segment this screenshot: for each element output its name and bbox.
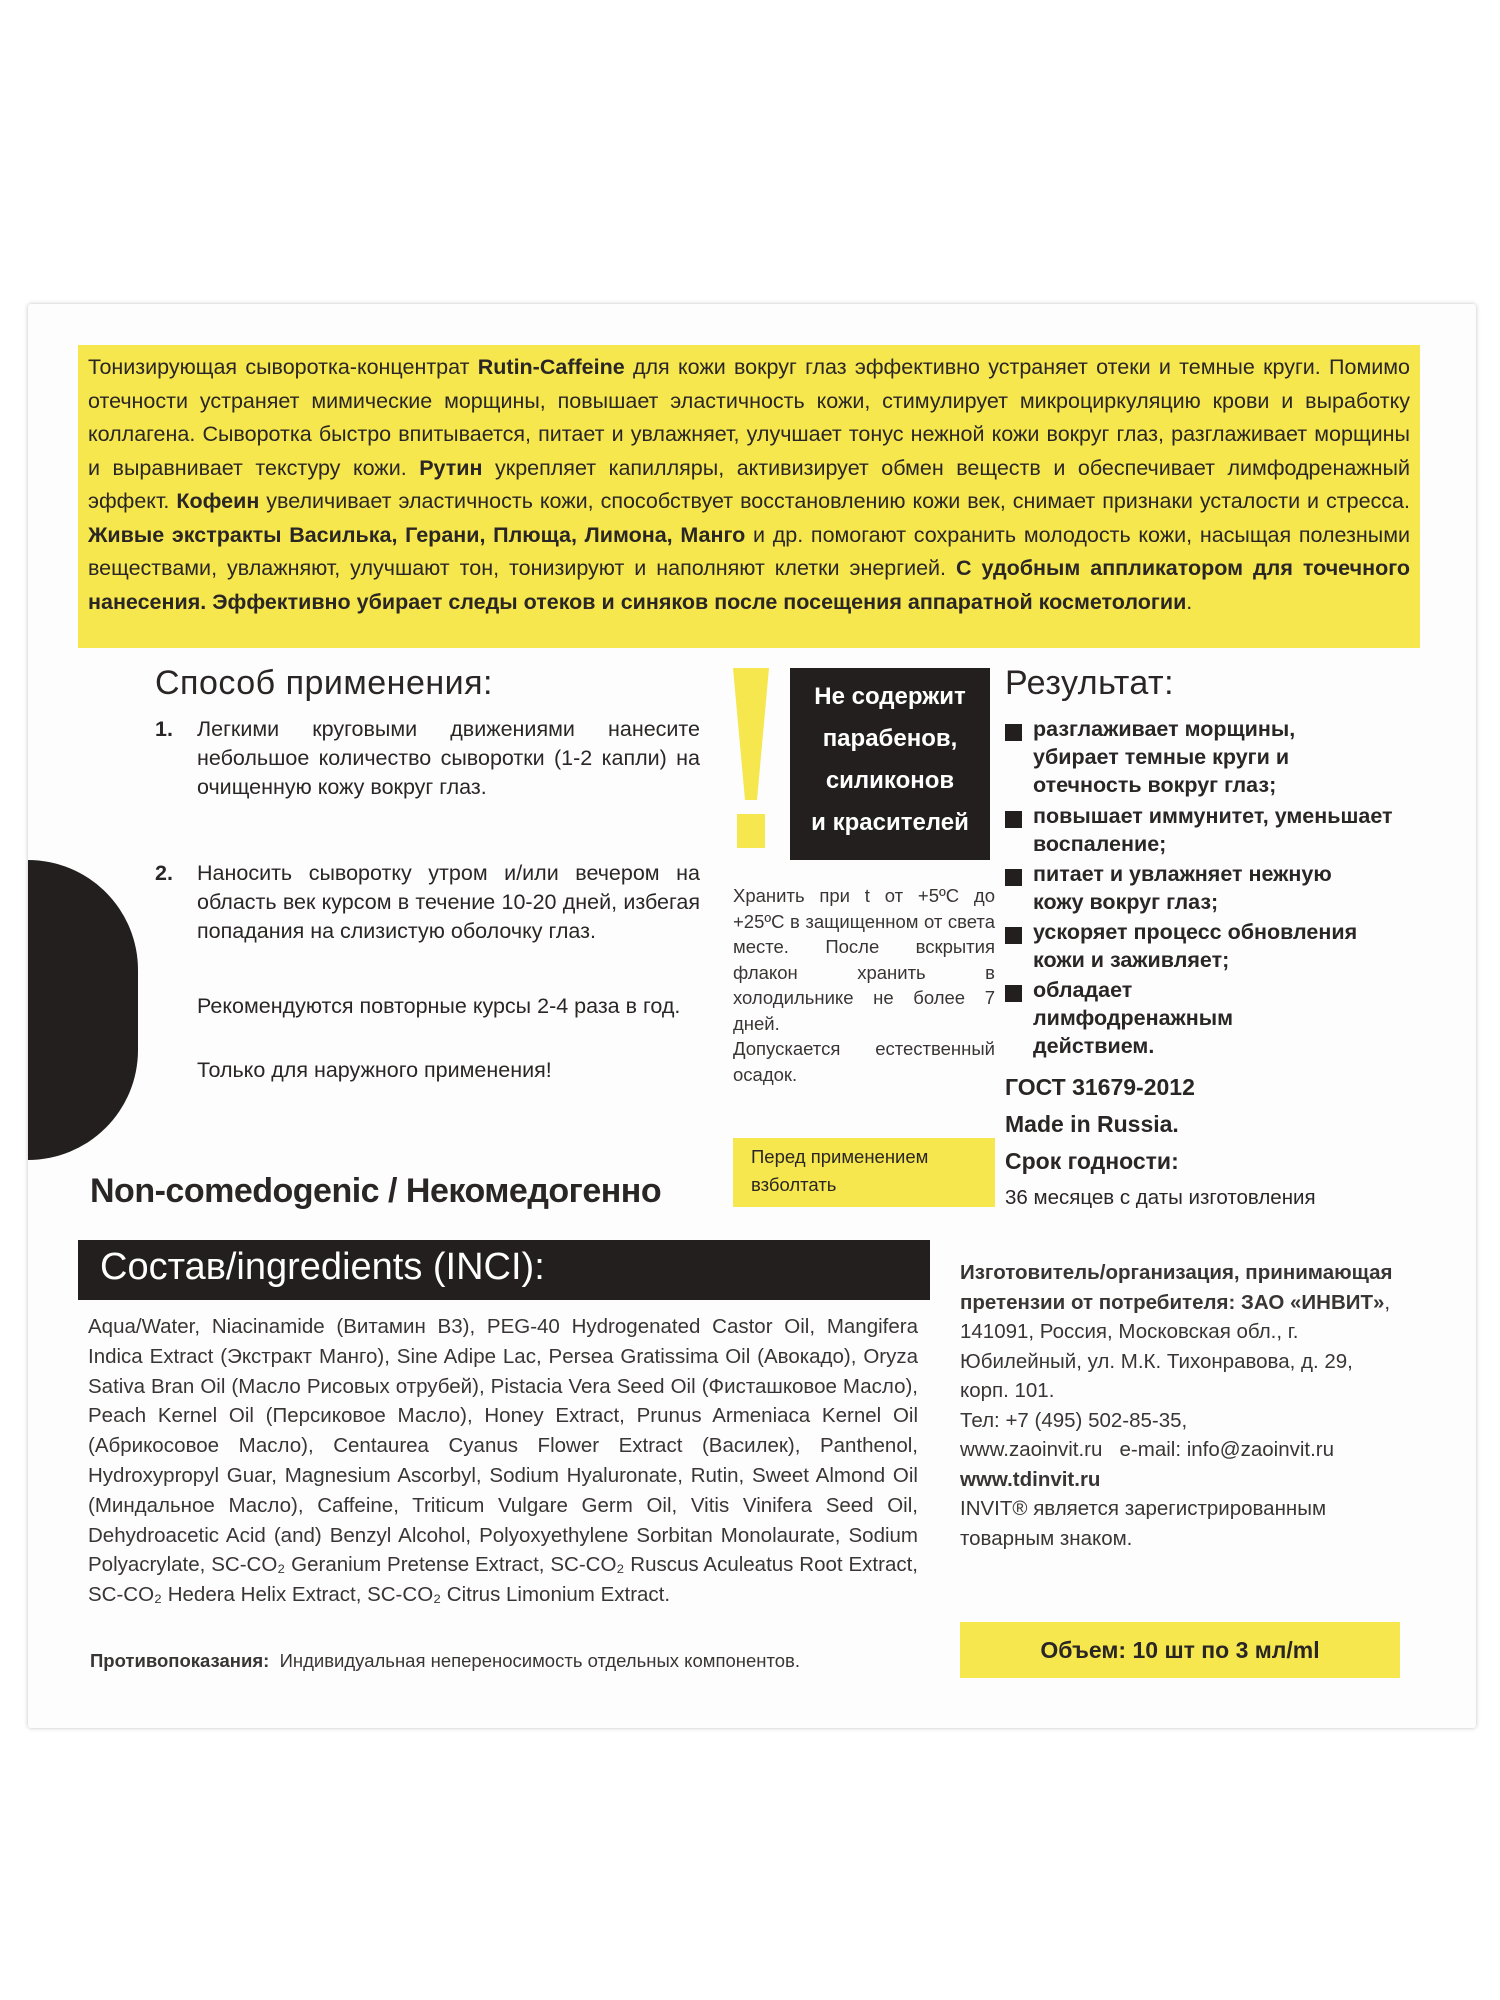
repeat-course-text: Рекомендуются повторные курсы 2-4 раза в год. — [197, 994, 681, 1018]
contraindications — [90, 1650, 800, 1672]
sediment-text: Допускается естественный осадок. — [733, 1038, 995, 1085]
square-bullet-icon — [1005, 927, 1022, 944]
manufacturer-address: , 141091, Россия, Московская обл., г. Юбилейный, ул. М.К. Тихонравова, д. 29, корп. 101. — [960, 1290, 1391, 1402]
square-bullet-icon — [1005, 811, 1022, 828]
manufacturer-website: www.zaoinvit.ru — [960, 1438, 1103, 1461]
contraindications-text: Индивидуальная непереносимость отдельных компонентов. — [279, 1650, 800, 1671]
square-bullet-icon — [1005, 724, 1022, 741]
step-number: 2. — [155, 861, 173, 885]
storage-conditions — [733, 883, 995, 1087]
ingredients-list: Aqua/Water, Niacinamide (Витамин B3), PEG-40 Hydrogenated Castor Oil, Mangifera Indica Extract (Экстракт Манго), Sine Adipe Lac, Persea Gratissima Oil (Авокадо), Oryza Sativa Bran Oil (Масло Рисовых отрубей), Pistacia Vera Seed Oil (Фисташковое Масло), Peach Kernel Oil (Персиковое Масло), Honey Extract, Prunus Armeniaca Kernel Oil (Абрикосовое Масло), Centaurea Cyanus Flower Extract (Василек), Panthenol, Hydroxypropyl Guar, Magnesium Ascorbyl, Sodium Hyaluronate, Rutin, Sweet Almond Oil (Миндальное Масло), Caffeine, Triticum Vulgare Germ Oil, Vitis Vinifera Seed Oil, Dehydroacetic Acid (and) Benzyl Alcohol, Polyoxyethylene Sorbitan Monolaurate, Sodium Polyacrylate, SC-CO₂ Geranium Pretense Extract, SC-CO₂ Ruscus Aculeatus Root Extract, SC-CO₂ Hedera Helix Extract, SC-CO₂ Citrus Limonium Extract. — [88, 1315, 918, 1607]
result-item: питает и увлажняет нежную кожу вокруг глаз; — [1033, 862, 1332, 914]
shelf-life-value: 36 месяцев с даты изготовления — [1005, 1186, 1316, 1209]
shake-before-use: Перед применением взболтать — [733, 1138, 995, 1207]
no-parabens-badge — [790, 668, 990, 860]
gost-number: ГОСТ 31679-2012 — [1005, 1074, 1195, 1100]
manufacturer-name: Изготовитель/организация, принимающая претензии от потребителя: ЗАО «ИНВИТ» — [960, 1261, 1393, 1314]
shelf-life-title: Срок годности: — [1005, 1148, 1179, 1174]
badge-line: парабенов, — [822, 725, 958, 752]
square-bullet-icon — [1005, 985, 1022, 1002]
ingredients-title: Состав/ingredients (INCI): — [100, 1246, 545, 1288]
result-item: обладает лимфодренажным действием. — [1033, 978, 1234, 1058]
exclamation-icon — [731, 668, 771, 858]
step-text: Легкими круговыми движениями нанесите небольшое количество сыворотки (1-2 капли) на очищенную кожу вокруг глаз. — [197, 717, 700, 799]
square-bullet-icon — [1005, 869, 1022, 886]
result-title: Результат: — [1005, 664, 1175, 702]
manufacturer-phone: Тел: +7 (495) 502-85-35, — [960, 1408, 1188, 1432]
non-comedogenic-label: Non-comedogenic / Некомедогенно — [90, 1172, 662, 1210]
manufacturer-info — [960, 1258, 1400, 1553]
storage-text: Хранить при t от +5ºC до +25ºC в защищенном от света месте. После вскрытия флакон хранить в холодильнике не более 7 дней. — [733, 885, 995, 1034]
step-number: 1. — [155, 717, 173, 741]
volume-label: Объем: 10 шт по 3 мл/ml — [960, 1622, 1400, 1678]
intro-description: Тонизирующая сыворотка-концентрат Rutin-Caffeine для кожи вокруг глаз эффективно устраняет отеки и темные круги. Помимо отечности устраняет мимические морщины, повышает эластичность кожи, стимулирует микроциркуляцию крови и выработку коллагена. Сыворотка быстро впитывается, питает и увлажняет, улучшает тонус нежной кожи вокруг глаз, разглаживает морщины и выравнивает текстуру кожи. Рутин укрепляет капилляры, активизирует обмен веществ и обеспечивает лимфодренажный эффект. Кофеин увеличивает эластичность кожи, способствует восстановлению кожи век, снимает признаки усталости и стресса. Живые экстракты Василька, Герани, Плюща, Лимона, Манго и др. помогают сохранить молодость кожи, насыщая полезными веществами, увлажняют, улучшают тон, тонизируют и наполняют клетки энергией. С удобным аппликатором для точечного нанесения. Эффективно убирает следы отеков и синяков после посещения аппаратной косметологии. — [78, 345, 1420, 648]
trademark-notice: INVIT® является зарегистрированным товарным знаком. — [960, 1497, 1327, 1550]
result-item: разглаживает морщины, убирает темные круги и отечность вокруг глаз; — [1033, 717, 1296, 797]
contraindications-label: Противопоказания: — [90, 1650, 270, 1671]
usage-title: Способ применения: — [155, 664, 493, 702]
manufacturer-email: e-mail: info@zaoinvit.ru — [1119, 1438, 1335, 1461]
made-in-russia: Made in Russia. — [1005, 1111, 1179, 1137]
trade-website: www.tdinvit.ru — [960, 1467, 1101, 1491]
result-item: повышает иммунитет, уменьшает воспаление; — [1033, 804, 1393, 856]
badge-line: и красителей — [811, 809, 969, 836]
badge-line: Не содержит — [814, 683, 966, 710]
result-item: ускоряет процесс обновления кожи и заживляет; — [1033, 920, 1358, 972]
step-text: Наносить сыворотку утром и/или вечером на область век курсом в течение 10-20 дней, избегая попадания на слизистую оболочку глаз. — [197, 861, 700, 943]
external-use-text: Только для наружного применения! — [197, 1058, 552, 1082]
badge-line: силиконов — [825, 767, 955, 794]
